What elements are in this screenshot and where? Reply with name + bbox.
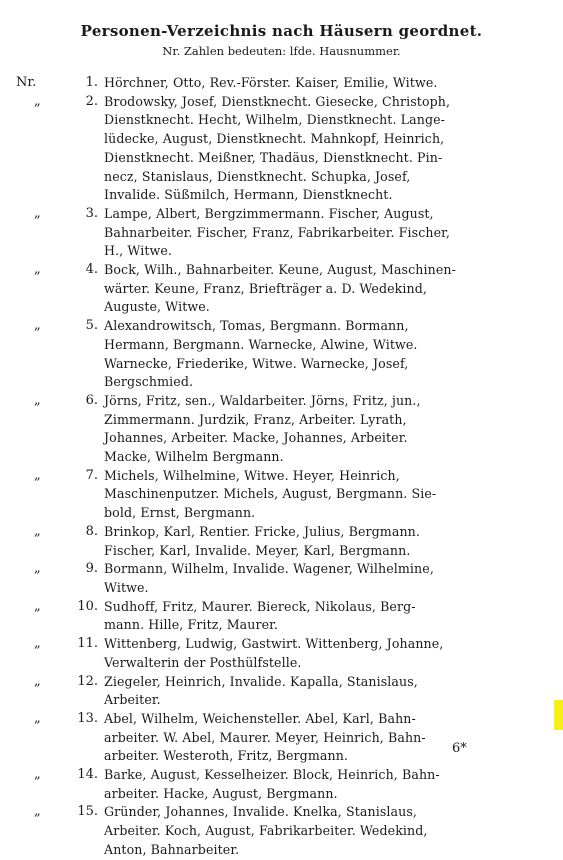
ditto-mark: „ [34, 205, 41, 221]
entry-line: Ziegeler, Heinrich, Invalide. Kapalla, Stanislaus, [104, 673, 418, 689]
entry-line: Dienstknecht. Hecht, Wilhelm, Dienstknecht. Lange- [104, 112, 446, 128]
house-number: 8. [85, 523, 98, 539]
list-item [0, 317, 563, 392]
entry-line: Hermann, Bergmann. Warnecke, Alwine, Witwe. [104, 336, 418, 352]
entry-line: Michels, Wilhelmine, Witwe. Heyer, Heinrich, [104, 467, 400, 483]
ditto-mark: „ [34, 561, 41, 577]
list-item [0, 74, 563, 93]
list-item [0, 560, 563, 597]
entry-line: Anton, Bahnarbeiter. [104, 841, 240, 857]
list-item [0, 261, 563, 317]
entry-line: Maschinenputzer. Michels, August, Bergmann. Sie- [104, 486, 437, 502]
entry-line: Brodowsky, Josef, Dienstknecht. Giesecke, Christoph, [104, 93, 451, 109]
entry-line: Bahnarbeiter. Fischer, Franz, Fabrikarbeiter. Fischer, [104, 224, 450, 240]
entry-line: Arbeiter. Koch, August, Fabrikarbeiter. Wedekind, [104, 823, 428, 839]
entry-line: Alexandrowitsch, Tomas, Bergmann. Bormann, [104, 318, 409, 334]
entry-line: Johannes, Arbeiter. Macke, Johannes, Arbeiter. [104, 430, 408, 446]
list-item [0, 803, 563, 859]
house-number: 2. [85, 93, 98, 109]
entry-line: Sudhoff, Fritz, Maurer. Biereck, Nikolaus, Berg- [104, 598, 416, 614]
entry-line: Zimmermann. Jurdzik, Franz, Arbeiter. Lyrath, [104, 411, 407, 427]
entry-list [0, 74, 563, 860]
entry-line: arbeiter. W. Abel, Maurer. Meyer, Heinrich, Bahn- [104, 729, 426, 745]
page-title: Personen-Verzeichnis nach Häusern geordnet. [80, 22, 483, 40]
entry-line: Witwe. [104, 579, 149, 595]
ditto-mark: „ [34, 523, 41, 539]
house-number: 3. [85, 205, 98, 221]
entry-line: Arbeiter. [104, 692, 161, 708]
entry-line: necz, Stanislaus, Dienstknecht. Schupka, Josef, [104, 168, 411, 184]
ditto-mark: „ [34, 767, 41, 783]
ditto-mark: „ [34, 804, 41, 820]
ditto-mark: „ [34, 262, 41, 278]
page-subtitle: Nr. Zahlen bedeuten: lfde. Hausnummer. [162, 44, 401, 58]
entry-line: lüdecke, August, Dienstknecht. Mahnkopf, Heinrich, [104, 131, 445, 147]
list-item [0, 392, 563, 467]
list-item [0, 523, 563, 560]
entry-line: Macke, Wilhelm Bergmann. [104, 449, 284, 465]
house-number: 4. [85, 262, 98, 278]
list-item [0, 710, 563, 766]
entry-line: Gründer, Johannes, Invalide. Knelka, Stanislaus, [104, 804, 417, 820]
house-number: 9. [85, 561, 98, 577]
ditto-mark: „ [34, 673, 41, 689]
ditto-mark: „ [34, 636, 41, 652]
entry-line: arbeiter. Westeroth, Fritz, Bergmann. [104, 748, 349, 764]
entry-line: Dienstknecht. Meißner, Thadäus, Dienstknecht. Pin- [104, 149, 443, 165]
entry-line: wärter. Keune, Franz, Briefträger a. D. Wedekind, [104, 280, 428, 296]
page-number: 6* [452, 741, 467, 756]
house-number: 7. [85, 467, 98, 483]
ditto-mark: „ [34, 93, 41, 109]
entry-line: Invalide. Süßmilch, Hermann, Dienstknecht. [104, 187, 393, 203]
entry-line: bold, Ernst, Bergmann. [104, 505, 256, 521]
house-number: 11. [77, 636, 98, 652]
entry-line: Wittenberg, Ludwig, Gastwirt. Wittenberg, Johanne, [104, 636, 444, 652]
ditto-mark: „ [34, 392, 41, 408]
entry-line: Fischer, Karl, Invalide. Meyer, Karl, Bergmann. [104, 542, 411, 558]
entry-line: Jörns, Fritz, sen., Waldarbeiter. Jörns, Fritz, jun., [104, 392, 421, 408]
house-number: 13. [77, 710, 98, 726]
entry-line: Bormann, Wilhelm, Invalide. Wagener, Wilhelmine, [104, 561, 434, 577]
house-number: 12. [77, 673, 98, 689]
entry-line: Bock, Wilh., Bahnarbeiter. Keune, August, Maschinen- [104, 262, 456, 278]
house-number: 15. [77, 804, 98, 820]
list-item [0, 598, 563, 635]
entry-line: Verwalterin der Posthülfstelle. [104, 654, 302, 670]
list-item [0, 93, 563, 205]
house-number: 5. [85, 318, 98, 334]
entry-line: Warnecke, Friederike, Witwe. Warnecke, Josef, [104, 355, 409, 371]
list-item [0, 635, 563, 672]
ditto-mark: „ [34, 467, 41, 483]
list-item [0, 673, 563, 710]
entry-line: arbeiter. Hacke, August, Bergmann. [104, 785, 338, 801]
entry-line: Auguste, Witwe. [104, 299, 210, 315]
ditto-mark: „ [34, 710, 41, 726]
house-number: 6. [85, 392, 98, 408]
house-number: 1. [85, 75, 98, 90]
entry-line: Barke, August, Kesselheizer. Block, Heinrich, Bahn- [104, 767, 440, 783]
list-item [0, 205, 563, 261]
entry-line: Bergschmied. [104, 374, 194, 390]
entry-line: Hörchner, Otto, Rev.-Förster. Kaiser, Emilie, Witwe. [104, 75, 438, 90]
list-item [0, 766, 563, 803]
entry-line: Abel, Wilhelm, Weichensteller. Abel, Karl, Bahn- [104, 710, 416, 726]
entry-line: mann. Hille, Fritz, Maurer. [104, 617, 279, 633]
house-number: 10. [77, 598, 98, 614]
house-number: 14. [77, 767, 98, 783]
entry-line: Brinkop, Karl, Rentier. Fricke, Julius, Bergmann. [104, 523, 420, 539]
ditto-mark: „ [34, 598, 41, 614]
entry-line: Lampe, Albert, Bergzimmermann. Fischer, August, [104, 205, 434, 221]
entry-line: H., Witwe. [104, 243, 173, 259]
list-item [0, 467, 563, 523]
yellow-highlight-mark [554, 700, 563, 730]
nr-prefix: Nr. [16, 75, 37, 90]
ditto-mark: „ [34, 318, 41, 334]
